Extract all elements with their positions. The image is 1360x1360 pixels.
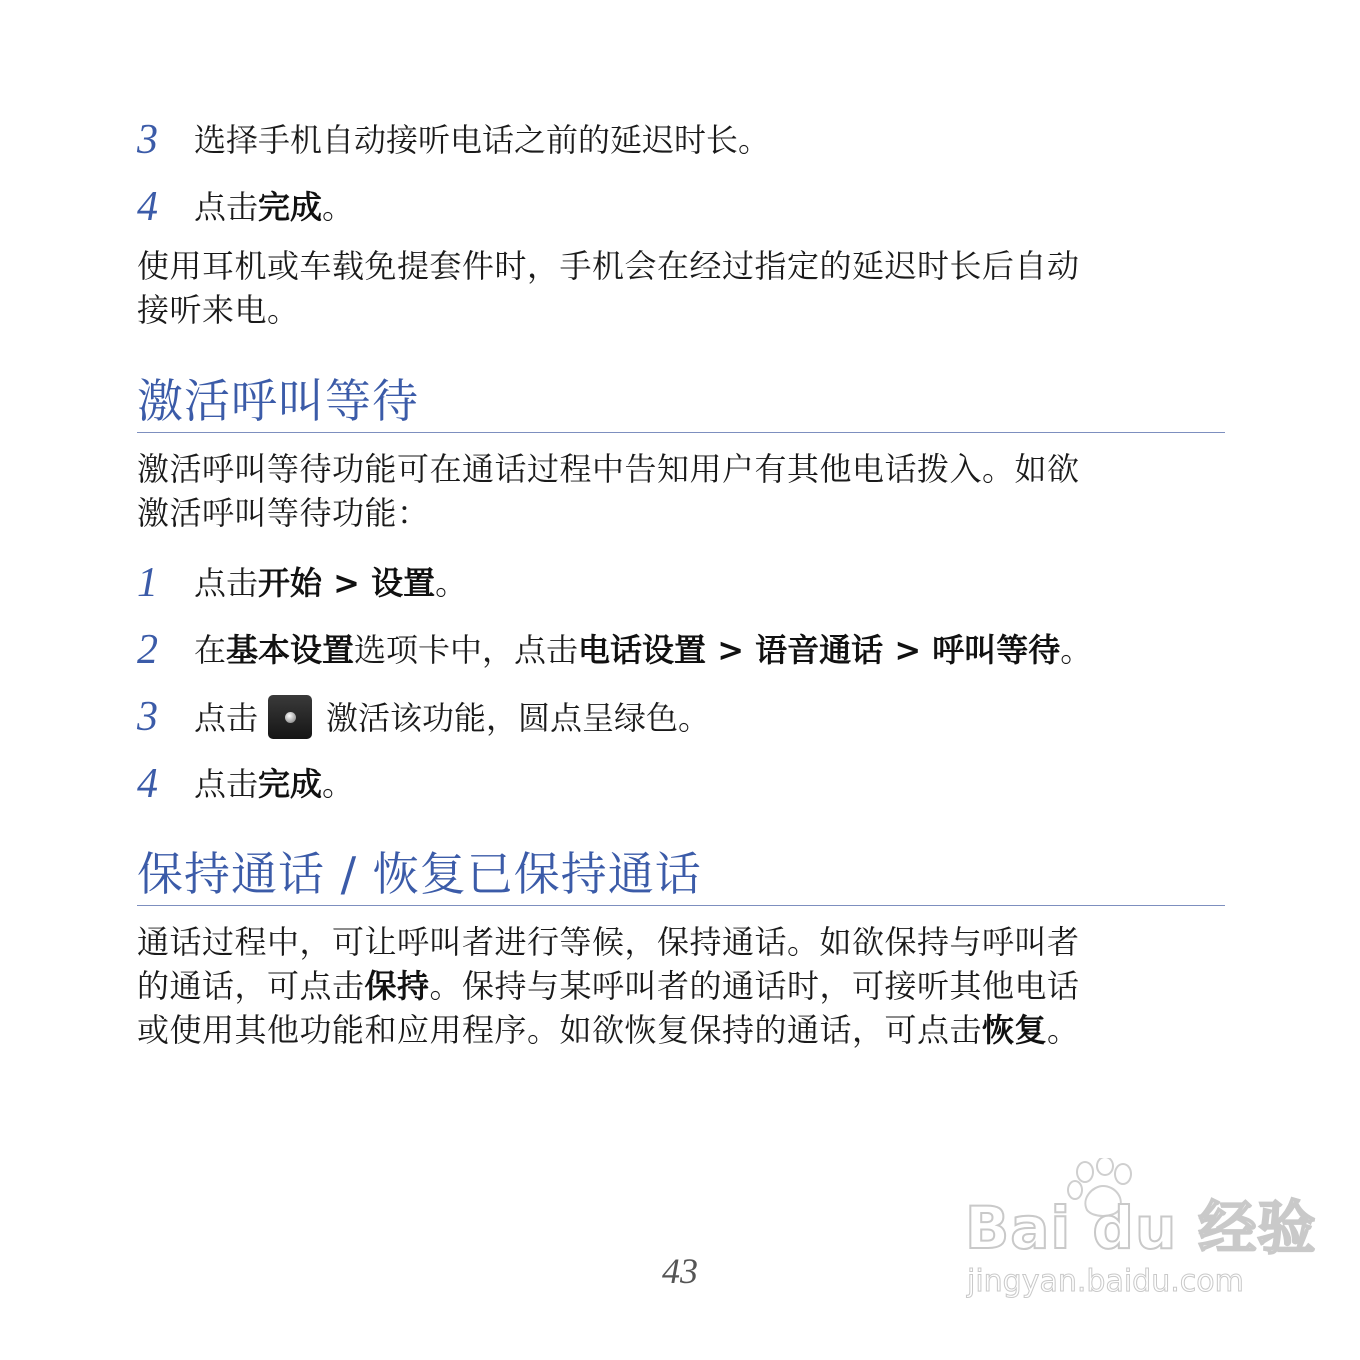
step-number: 4 (137, 761, 158, 807)
paragraph-line: 激活呼叫等待功能： (137, 494, 430, 532)
resume-label: 恢复 (982, 1011, 1048, 1049)
paragraph-line (137, 964, 1225, 1008)
step-number: 4 (137, 184, 158, 230)
step-1-start-settings (137, 561, 1225, 605)
section-heading-call-waiting: 激活呼叫等待 (137, 372, 1225, 433)
call-waiting-label: 呼叫等待 (932, 631, 1061, 669)
step-number: 2 (137, 627, 158, 673)
phone-settings-label: 电话设置 (578, 631, 707, 669)
step-text-pre: 点击 (194, 564, 259, 602)
done-label: 完成 (258, 188, 323, 226)
hold-call-description (137, 920, 1225, 1052)
step-text-post: 激活该功能，圆点呈绿色。 (326, 699, 711, 737)
step-number: 3 (137, 117, 158, 163)
paragraph-line (137, 1008, 1225, 1052)
manual-page (137, 118, 1225, 1052)
text-run: 。保持与某呼叫者的通话时，可接听其他电话 (429, 967, 1080, 1005)
step-text-pre: 在 (194, 631, 227, 669)
baidu-jingyan-watermark (965, 1158, 1317, 1308)
basic-settings-label: 基本设置 (226, 631, 355, 669)
voice-call-label: 语音通话 (755, 631, 884, 669)
toggle-dot (285, 712, 296, 723)
text-run: 的通话，可点击 (137, 967, 365, 1005)
step-text (194, 628, 1225, 672)
step-4-tap-done (137, 185, 1225, 229)
step-number: 3 (137, 694, 158, 740)
paragraph-line: 通话过程中，可让呼叫者进行等候，保持通话。如欲保持与呼叫者 (137, 923, 1080, 961)
step-4-tap-done (137, 762, 1225, 806)
step-text-pre: 点击 (194, 699, 259, 737)
step-text (194, 561, 1225, 605)
step-text-post: 。 (322, 765, 355, 803)
text-run: 。 (1047, 1011, 1080, 1049)
step-number: 1 (137, 560, 158, 606)
step-text-pre: 点击 (194, 765, 259, 803)
watermark-url: jingyan.baidu.com (967, 1264, 1244, 1299)
step-text (194, 185, 1225, 229)
step-text: 选择手机自动接听电话之前的延迟时长。 (194, 121, 771, 159)
text-run: 或使用其他功能和应用程序。如欲恢复保持的通话，可点击 (137, 1011, 983, 1049)
step-text-post: 。 (322, 188, 355, 226)
paragraph-line: 激活呼叫等待功能可在通话过程中告知用户有其他电话拨入。如欲 (137, 450, 1080, 488)
step-text-post: 。 (1060, 631, 1093, 669)
settings-label: 设置 (371, 564, 436, 602)
paragraph-line: 接听来电。 (137, 291, 300, 329)
section-heading-hold-call: 保持通话 / 恢复已保持通话 (137, 845, 1225, 906)
step-2-call-waiting-path (137, 628, 1225, 672)
hold-label: 保持 (364, 967, 430, 1005)
toggle-dot-icon (268, 695, 312, 739)
step-text (194, 762, 1225, 806)
paragraph-line: 使用耳机或车载免提套件时，手机会在经过指定的延迟时长后自动 (137, 247, 1080, 285)
separator: > (883, 631, 933, 669)
watermark-logo-text: Bai du 经验 (965, 1194, 1317, 1262)
step-text-post: 。 (435, 564, 468, 602)
step-3-select-delay (137, 118, 1225, 162)
separator: > (322, 564, 372, 602)
step-text-pre: 点击 (194, 188, 259, 226)
separator: > (706, 631, 756, 669)
start-label: 开始 (258, 564, 323, 602)
step-text (194, 695, 1225, 740)
step-3-activate-toggle (137, 695, 1225, 739)
step-text-mid: 选项卡中，点击 (354, 631, 579, 669)
page-number: 43 (662, 1251, 698, 1291)
call-waiting-intro (137, 447, 1225, 535)
done-label: 完成 (258, 765, 323, 803)
auto-answer-description (137, 244, 1225, 332)
